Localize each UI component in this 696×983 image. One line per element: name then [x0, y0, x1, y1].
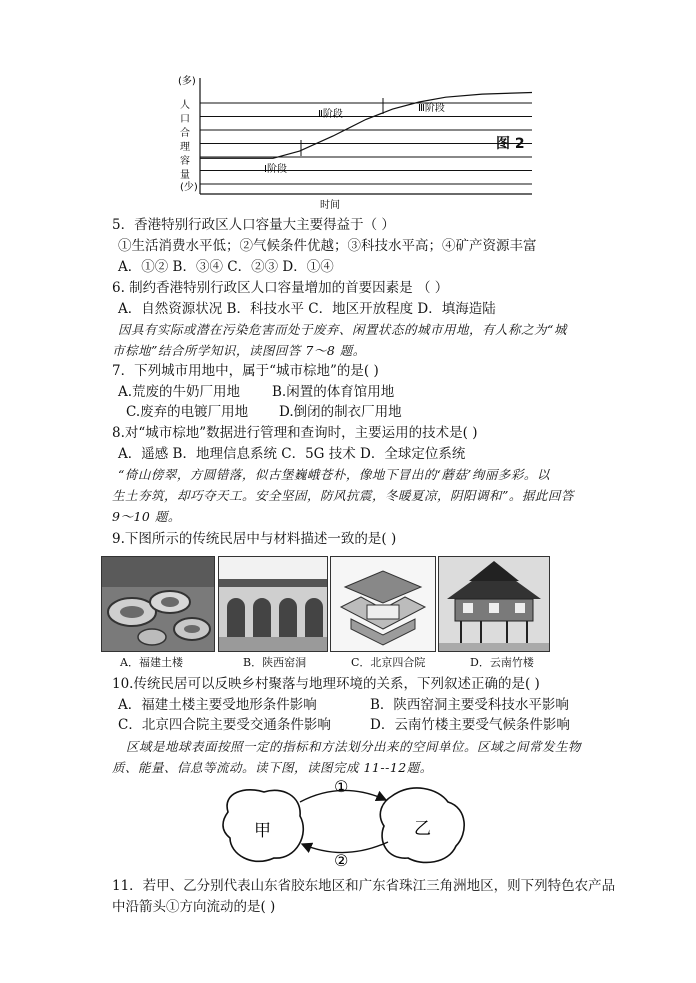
- figure-label: 图 2: [496, 136, 525, 152]
- caption-c: C．北京四合院: [351, 656, 426, 669]
- capacity-curve: [200, 93, 532, 159]
- y-label-char: 容: [180, 156, 190, 167]
- stage-1-label: Ⅰ阶段: [264, 164, 287, 175]
- arrow-2-label: ②: [334, 851, 349, 870]
- q10-stem: 10.传统民居可以反映乡村聚落与地理环境的关系，下列叙述正确的是( ): [112, 676, 540, 692]
- q10-option-c: C．北京四合院主要受交通条件影响: [118, 717, 331, 733]
- region-b-label: 乙: [414, 819, 431, 839]
- chart-grid: [200, 103, 532, 184]
- q5-stem: 5．香港特别行政区人口容量大主要得益于（ ）: [112, 217, 395, 233]
- y-axis-label: [180, 98, 190, 181]
- q7-stem: 7．下列城市用地中，属于“城市棕地”的是( ): [112, 363, 379, 379]
- q9-stem: 9.下图所示的传统民居中与材料描述一致的是( ): [112, 531, 397, 547]
- q7-option-d: D.倒闭的制衣厂用地: [279, 404, 402, 420]
- y-label-char: 合: [180, 128, 190, 139]
- q6-stem: 6. 制约香港特别行政区人口容量增加的首要因素是 （ ）: [112, 280, 449, 296]
- y-label-char: 量: [180, 170, 190, 181]
- material2-line3: 9～10 题。: [112, 509, 181, 524]
- q7-option-b: B.闲置的体育馆用地: [272, 384, 395, 400]
- material1-line1: 因具有实际或潜在污染危害而处于废弃、闲置状态的城市用地，有人称之为“城: [118, 322, 567, 337]
- region-a-label: 甲: [254, 821, 271, 841]
- caption-d: D．云南竹楼: [470, 656, 534, 669]
- material2-line2: 生土夯筑，却巧夺天工。安全坚固，防风抗震，冬暖夏凉，阴阳调和”。据此回答: [112, 488, 574, 503]
- q5-factors: ①生活消费水平低；②气候条件优越；③科技水平高；④矿产资源丰富: [118, 238, 537, 254]
- q11-line1: 11．若甲、乙分别代表山东省胶东地区和广东省珠江三角洲地区，则下列特色农产品: [112, 878, 616, 894]
- stage-3-label: Ⅲ阶段: [418, 103, 445, 114]
- q8-stem: 8.对“城市棕地”数据进行管理和查询时，主要运用的技术是( ): [112, 425, 478, 441]
- q7-option-a: A.荒废的牛奶厂用地: [118, 384, 241, 400]
- q10-option-d: D．云南竹楼主要受气候条件影响: [370, 717, 570, 733]
- yunnan-bamboo-house-photo: [438, 556, 550, 652]
- caption-a: A．福建土楼: [120, 656, 183, 669]
- material3-line1: 区域是地球表面按照一定的指标和方法划分出来的空间单位。区域之间常发生物: [126, 739, 582, 754]
- y-label-char: 理: [180, 142, 190, 153]
- material2-line1: “倚山傍翠，方圆错落，似古堡巍峨苍朴，像地下冒出的‘蘑菇’绚丽多彩。以: [118, 467, 550, 482]
- material3-line2: 质、能量、信息等流动。读下图，读图完成 11--12题。: [112, 760, 433, 775]
- fujian-tulou-photo: [101, 556, 215, 652]
- q10-option-a: A．福建土楼主要受地形条件影响: [118, 697, 317, 713]
- q10-option-b: B．陕西窑洞主要受科技水平影响: [370, 697, 569, 713]
- y-top-label: (多): [178, 76, 196, 87]
- beijing-siheyuan-photo: [330, 556, 436, 652]
- y-label-char: 人: [180, 100, 190, 111]
- q11-line2: 中沿箭头①方向流动的是( ): [112, 899, 276, 915]
- stage-2-label: Ⅱ阶段: [318, 109, 343, 120]
- arrow-1-label: ①: [334, 777, 349, 796]
- material1-line2: 市棕地”结合所学知识，读图回答 7～8 题。: [112, 343, 366, 358]
- q7-option-c: C.废弃的电镀厂用地: [126, 404, 249, 420]
- q5-options: A．①② B．③④ C．②③ D．①④: [118, 259, 334, 275]
- q8-options: A．遥感 B．地理信息系统 C．5G 技术 D．全球定位系统: [118, 446, 466, 462]
- y-label-char: 口: [180, 114, 190, 125]
- population-capacity-chart: [170, 70, 550, 212]
- caption-b: B．陕西窑洞: [243, 656, 307, 669]
- shaanxi-cave-photo: [218, 556, 328, 652]
- y-bottom-label: (少): [180, 182, 198, 193]
- region-flow-diagram: [216, 772, 476, 876]
- x-axis-label: 时间: [320, 200, 340, 211]
- q6-options: A．自然资源状况 B．科技水平 C．地区开放程度 D．填海造陆: [118, 301, 496, 317]
